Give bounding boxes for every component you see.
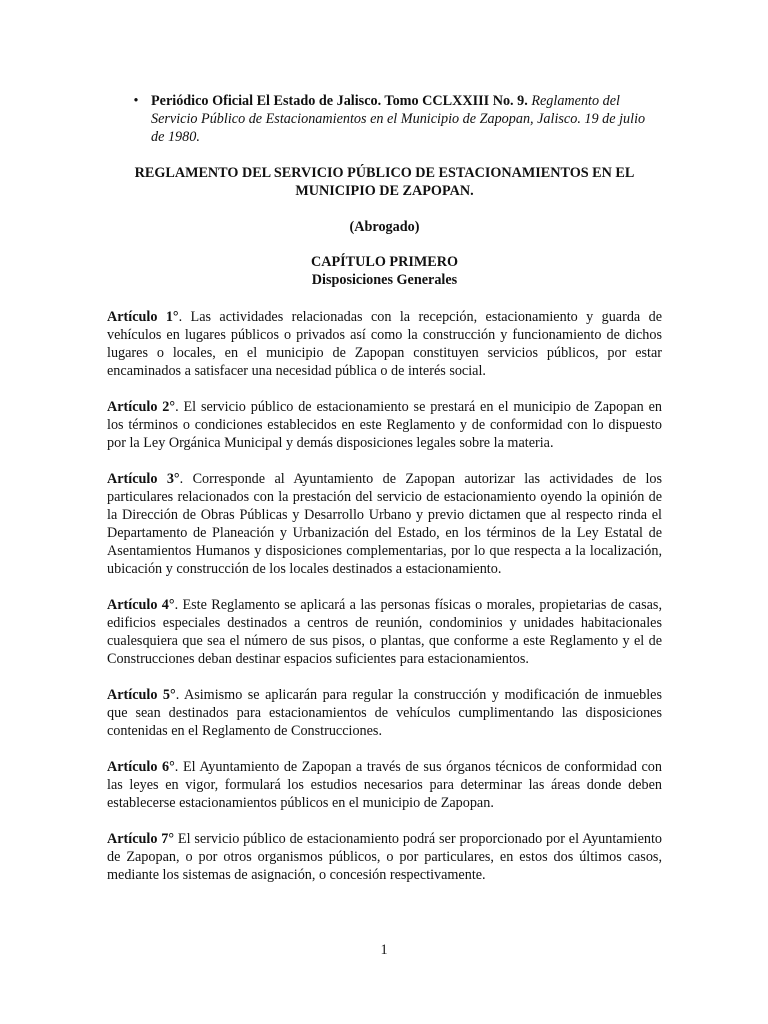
article-label: Artículo 7° [107, 831, 175, 847]
chapter-heading-block [107, 253, 662, 289]
citation-bold: Periódico Oficial El Estado de Jalisco. Tomo CCLXXIII No. 9. [151, 93, 528, 109]
title-line-2: MUNICIPIO DE ZAPOPAN. [295, 183, 474, 199]
page-content [107, 92, 662, 902]
chapter-heading: CAPÍTULO PRIMERO [310, 254, 458, 270]
article-7 [107, 830, 662, 884]
source-citation [107, 92, 662, 146]
article-text: . El Ayuntamiento de Zapopan a través de sus órganos técnicos de conformidad con las leyes en vigor, formulará los estudios necesarios para determinar las áreas donde deben establecerse estacionamientos públicos en el municipio de Zapopan. [107, 759, 662, 811]
article-1 [107, 308, 662, 380]
article-text: . El servicio público de estacionamiento se prestará en el municipio de Zapopan en los términos o condiciones establecidos en este Reglamento y de conformidad con lo dispuesto por la Ley Orgánica Municipal y demás disposiciones legales sobre la materia. [107, 399, 662, 451]
article-text: . Asimismo se aplicarán para regular la construcción y modificación de inmuebles que sean destinados para estacionamientos de vehículos cumplimentando las disposiciones contenidas en el Reglamento de Construcciones. [107, 687, 662, 739]
article-label: Artículo 1° [107, 309, 179, 325]
chapter-subheading: Disposiciones Generales [311, 272, 458, 288]
citation-italic: Reglamento del Servicio Público de Estacionamientos en el Municipio de Zapopan, Jalisco. 19 de julio de 1980. [151, 93, 646, 145]
article-5 [107, 686, 662, 740]
article-6 [107, 758, 662, 812]
article-label: Artículo 4° [107, 597, 175, 613]
page-number: 1 [380, 942, 388, 958]
article-label: Artículo 6° [107, 759, 175, 775]
document-title [107, 164, 662, 200]
article-text: . Este Reglamento se aplicará a las personas físicas o morales, propietarias de casas, edificios especiales destinados a centros de reunión, condominios y unidades habitacionales cualesquiera que sea el número de sus pisos, o plantas, que conforme a este Reglamento y el de Construcciones deban destinar espacios suficientes para estacionamientos. [107, 597, 662, 667]
article-label: Artículo 3° [107, 471, 180, 487]
status-label: (Abrogado) [349, 219, 420, 235]
bullet-icon: • [133, 93, 139, 109]
article-2 [107, 398, 662, 452]
article-text: El servicio público de estacionamiento podrá ser proporcionado por el Ayuntamiento de Zapopan, o por otros organismos públicos, o por particulares, en estos dos últimos casos, mediante los sistemas de asignación, o concesión respectivamente. [107, 831, 662, 883]
article-text: . Las actividades relacionadas con la recepción, estacionamiento y guarda de vehículos en lugares públicos o privados así como la construcción y funcionamiento de dichos lugares o locales, en el municipio de Zapopan constituyen servicios públicos, por estar encaminados a satisfacer una necesidad pública o de interés social. [107, 309, 663, 379]
citation-text [151, 93, 645, 145]
title-line-1: REGLAMENTO DEL SERVICIO PÚBLICO DE ESTACIONAMIENTOS EN EL [134, 165, 635, 181]
article-4 [107, 596, 662, 668]
article-label: Artículo 5° [107, 687, 176, 703]
article-label: Artículo 2° [107, 399, 176, 415]
article-text: . Corresponde al Ayuntamiento de Zapopan autorizar las actividades de los particulares relacionados con la prestación del servicio de estacionamiento oyendo la opinión de la Dirección de Obras Públicas y Desarrollo Urbano y previo dictamen que al respecto rinda el Departamento de Planeación y Urbanización del Estado, en los términos de la Ley Estatal de Asentamientos Humanos y disposiciones complementarias, por lo que respecta a la localización, ubicación y construcción de los locales destinados a estacionamiento. [107, 471, 662, 577]
article-3 [107, 470, 662, 578]
